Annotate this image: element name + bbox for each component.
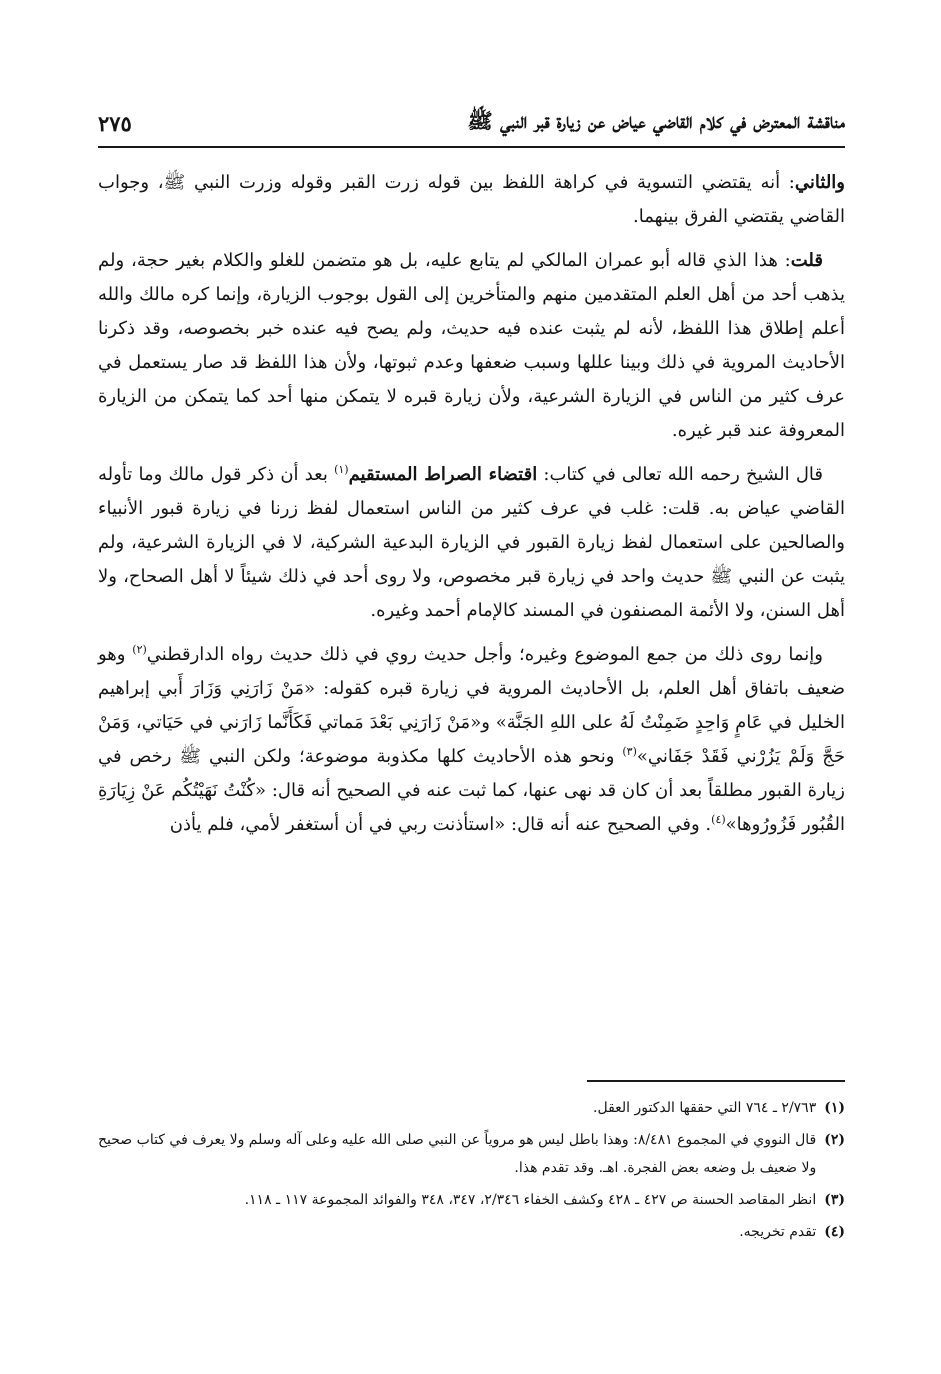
paragraph-text: : أنه يقتضي التسوية في كراهة اللفظ بين قوله زرت القبر وقوله وزرت النبي ﷺ، وجواب القاضي يقتضي الفرق بينهما. — [98, 172, 845, 227]
footnote-divider — [587, 1080, 845, 1082]
footnote-text: ٢/٧٦٣ ـ ٧٦٤ التي حققها الدكتور العقل. — [593, 1100, 817, 1116]
footnote-ref: (٤) — [711, 813, 726, 826]
footnote-ref: (١) — [334, 463, 349, 476]
footnote-text: انظر المقاصد الحسنة ص ٤٢٧ ـ ٤٢٨ وكشف الخفاء ٢/٣٤٦، ٣٤٧، ٣٤٨ والفوائد المجموعة ١١٧ ـ ١١٨. — [244, 1192, 817, 1208]
footnote-ref: (٢) — [132, 643, 147, 656]
footnote-text: تقدم تخريجه. — [739, 1224, 817, 1240]
paragraph-text: ونحو هذه الأحاديث كلها مكذوبة موضوعة؛ ولكن النبي ﷺ رخص في زيارة القبور مطلقاً بعد أن كان قد نهى عنها، كما ثبت عنه في الصحيح أنه قال: «كُنْتُ نَهَيْتُكُم عَنْ زِيَارَةِ القُبُور فَزُورُوها» — [98, 746, 845, 835]
page-header — [98, 100, 845, 148]
paragraph-1 — [98, 166, 845, 234]
footnotes — [98, 1094, 845, 1250]
paragraph-text: وإنما روى ذلك من جمع الموضوع وغيره؛ وأجل حديث روي في ذلك حديث رواه الدارقطني — [146, 644, 823, 665]
footnote-number: (٣) — [824, 1192, 845, 1208]
footnote-number: (٤) — [824, 1224, 845, 1240]
lead-word: قلت — [790, 250, 823, 271]
running-title: مناقشة المعترض في كلام القاضي عياض عن زيارة قبر النبي ﷺ — [467, 107, 845, 133]
page-number: ٢٧٥ — [98, 110, 132, 136]
paragraph-text: . وفي الصحيح عنه أنه قال: «استأذنت ربي في أن أستغفر لأمي، فلم يأذن — [169, 814, 712, 835]
footnote — [98, 1186, 845, 1214]
lead-word: والثاني — [794, 172, 845, 193]
footnote-number: (٢) — [824, 1132, 845, 1148]
paragraph-text: بعد أن ذكر قول مالك وما تأوله القاضي عياض به. قلت: غلب في عرف كثير من الناس استعمال لفظ زرنا في زيارة قبور الأنبياء والصالحين على استعمال لفظ زيارة القبور في الزيارة البدعية الشركية، لا في الزيارة الشرعية، ولم يثبت عن النبي ﷺ حديث واحد في زيارة قبر مخصوص، ولا روى أحد في ذلك شيئاً لا أهل الصحاح، ولا أهل السنن، ولا الأئمة المصنفون في المسند كالإمام أحمد وغيره. — [98, 464, 845, 621]
paragraph-text: : هذا الذي قاله أبو عمران المالكي لم يتابع عليه، بل هو متضمن للغلو والكلام بغير حجة، ولم يذهب أحد من أهل العلم المتقدمين منهم والمتأخرين إلى القول بوجوب الزيارة، وإنما كره مالك والله أعلم إطلاق هذا اللفظ، لأنه لم يثبت عنده فيه حديث، ولم يصح فيه عنده خبر بخصوصه، وقد ذكرنا الأحاديث المروية في ذلك وبينا عللها وسبب ضعفها وعدم ثبوتها، ولأن هذا اللفظ قد صار يستعمل في عرف كثير من الناس في الزيارة الشرعية، ولأن زيارة قبره لا يتمكن منها أحد كما يتمكن من الزيارة المعروفة عند قبر غيره. — [98, 250, 845, 441]
footnote-number: (١) — [824, 1100, 845, 1116]
paragraph-4 — [98, 638, 845, 842]
paragraph-text: قال الشيخ رحمه الله تعالى في كتاب: — [537, 464, 823, 485]
footnote — [98, 1094, 845, 1122]
book-title: اقتضاء الصراط المستقيم — [348, 464, 538, 485]
paragraph-text: وهو ضعيف باتفاق أهل العلم، بل الأحاديث المروية في زيارة قبره كقوله: «مَنْ زَارَنِي وَزَارَ أَبي إبراهيم الخليل في عَامٍ وَاحِدٍ ضَمِنْتُ لَهُ على اللهِ الجَنَّة» و«مَنْ زَارَنِي بَعْدَ مَماتي فَكَأَنَّما زَارَني في حَيَاتي، وَمَنْ حَجَّ وَلَمْ يَزُرْني فَقَدْ جَفَاني» — [98, 644, 846, 767]
footnote — [98, 1218, 845, 1246]
footnote-ref: (٣) — [622, 745, 637, 758]
main-text — [98, 166, 845, 852]
footnote — [98, 1126, 845, 1182]
paragraph-3 — [98, 458, 845, 628]
footnote-text: قال النووي في المجموع ٨/٤٨١: وهذا باطل ليس هو مروياً عن النبي صلى الله عليه وعلى آله وسلم ولا يعرف في كتاب صحيح ولا ضعيف بل وضعه بعض الفجرة. اهـ. وقد تقدم هذا. — [98, 1132, 817, 1176]
paragraph-2 — [98, 244, 845, 448]
